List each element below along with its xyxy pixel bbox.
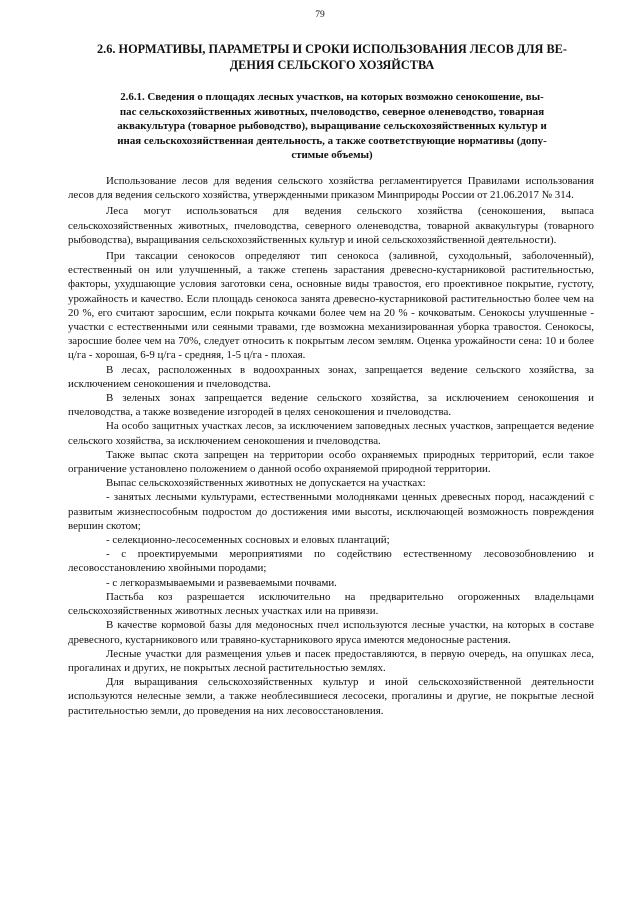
subsection-title-line: 2.6.1. Сведения о площадях лесных участков, на которых возможно сенокошение, вы- [120,91,544,103]
paragraph-protective-areas: На особо защитных участках лесов, за исключением заповедных лесных участков, запрещается ведение сельского хозяйства, за исключением сенокошения и пчеловодства. [68,420,594,447]
subsection-title-line: иная сельскохозяйственная деятельность, а также соответствующие нормативы (допу- [117,134,547,147]
subsection-title-line: аквакультура (товарное рыбоводство), выращивание сельскохозяйственных культур и [117,120,547,133]
section-title [68,41,596,73]
paragraph-protected-territories: Также выпас скота запрещен на территории особо охраняемых природных территорий, если такое ограничение установлено положением о данной особо охраняемой природной территории. [68,448,594,476]
paragraph-goat-grazing: Пастьба коз разрешается исключительно на предварительно огороженных владельцами сельскохозяйственных животных лесных участках или на привязи. [68,590,594,618]
subsection-title [68,90,596,163]
paragraph-crop-cultivation: Для выращивания сельскохозяйственных культур и иной сельскохозяйственной деятельности используются нелесные земли, а также необлесившиеся лесосеки, прогалины и другие, не покрытые лесной растительностью земли, до проведения на них лесовосстановления. [68,676,594,717]
paragraph-grazing-restrictions: Выпас сельскохозяйственных животных не допускается на участках: [106,477,426,490]
list-item: - селекционно-лесосеменных сосновых и еловых плантаций; [106,534,390,547]
subsection-title-line: пас сельскохозяйственных животных, пчеловодство, северное оленеводство, товарная [119,105,545,118]
subsection-title-line: стимые объемы) [291,149,373,162]
section-title-line: ДЕНИЯ СЕЛЬСКОГО ХОЗЯЙСТВА [229,58,435,72]
list-item: - занятых лесными культурами, естественными молодняками ценных древесных пород, насаждений с развитым жизнеспособным подростом до достижения ими высоты, исключающей возможность повреждения вершин скотом; [68,491,594,532]
paragraph-apiary-plots: Лесные участки для размещения ульев и пасек предоставляются, в первую очередь, на опушках леса, прогалинах и других, не покрытых лесной растительностью землях. [68,647,594,674]
list-item: - с проектируемыми мероприятиями по содействию естественному лесовозобновлению и лесовосстановлению хвойными породами; [68,548,594,575]
page-number: 79 [315,10,325,20]
paragraph-bee-forage: В качестве кормовой базы для медоносных пчел используются лесные участки, на которых в составе древесного, кустарникового или травяно-кустарникового яруса имеются медоносные растения. [68,619,594,646]
section-title-line: 2.6. НОРМАТИВЫ, ПАРАМЕТРЫ И СРОКИ ИСПОЛЬЗОВАНИЯ ЛЕСОВ ДЛЯ ВЕ- [97,42,567,56]
paragraph-forest-uses: Леса могут использоваться для ведения сельского хозяйства (сенокошения, выпаса сельскохозяйственных животных, пчеловодства, северного оленеводства, товарной аквакультуры (товарного рыбоводства), выращивания сельскохозяйственных культур и иной сельскохозяйственной деятельности). [68,205,594,246]
paragraph-water-protection-zones: В лесах, расположенных в водоохранных зонах, запрещается ведение сельского хозяйства, за исключением сенокошения и пчеловодства. [68,363,594,390]
paragraph-green-zones: В зеленых зонах запрещается ведение сельского хозяйства, за исключением сенокошения и пчеловодства, а также возведение изгородей в целях сенокошения и пчеловодства. [68,392,594,419]
paragraph-hayfield-survey: При таксации сенокосов определяют тип сенокоса (заливной, суходольный, заболоченный), естественный он или улучшенный, а также степень зарастания древесно-кустарниковой растительностью, факторы, ухудшающие условия заготовки сена, основные виды травостоя, его проективное покрытие, густоту, урожайность и качество. Если площадь сенокоса занята древесно-кустарниковой растительностью более чем на 20 %, его считают заросшим, если покрыта кочками более чем на 20 % - кочковатым. Сенокосы улучшенные - участки с естественными или сеяными травами, где возможна механизированная уборка травостоя. Сенокосы, заросшие более чем на 70%, следует относить к покрытым лесом землям. Оценка урожайности сена: 10 и более ц/га - хорошая, 6-9 ц/га - средняя, 1-5 ц/га - плохая. [68,250,594,362]
body-text [68,174,594,718]
list-item: - с легкоразмываемыми и развеваемыми почвами. [106,576,337,589]
paragraph-regulation: Использование лесов для ведения сельского хозяйства регламентируется Правилами использования лесов для ведения сельского хозяйства, утвержденными приказом Минприроды России от 21.06.2017 № 314. [68,175,594,202]
